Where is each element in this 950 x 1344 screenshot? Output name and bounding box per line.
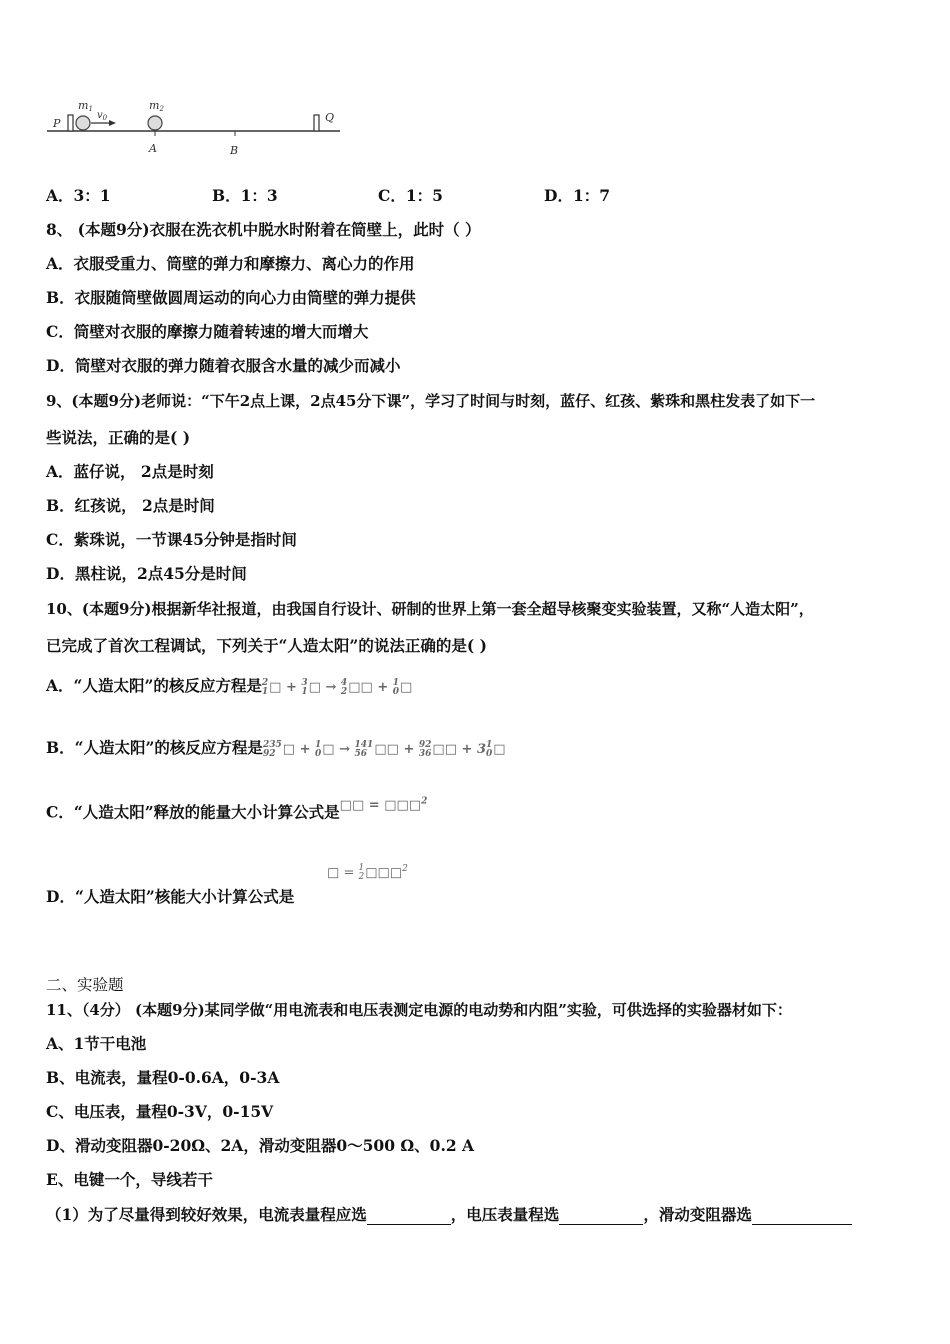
blank-rheostat[interactable] [752,1208,852,1225]
formula-a: 2 1 □ + 3 1 □ → 4 2 □□ + 1 0 □ [261,677,413,697]
label-v0: $v_0$ [97,110,108,122]
q7-option-a: A．3：1 [46,186,111,205]
q10-option-a [46,676,412,698]
blank-voltmeter-range[interactable] [559,1208,643,1225]
ball-m2 [148,116,162,130]
q8-stem: 8、 (本题9分)衣服在洗衣机中脱水时附着在筒壁上，此时（ ） [46,220,481,239]
q11-item-a: A、1节干电池 [46,1034,147,1053]
q8-option-d: D．筒壁对衣服的弹力随着衣服含水量的减少而减小 [46,356,401,375]
q11-part1 [46,1205,852,1225]
q11-part1-text-b: ，电压表量程选 [450,1205,560,1224]
q8-option-c: C．筒壁对衣服的摩擦力随着转速的增大而增大 [46,322,369,341]
q10-stem-line2: 已完成了首次工程调试，下列关于“人造太阳”的说法正确的是( ) [46,636,487,655]
q10-stem-line1: 10、(本题9分)根据新华社报道，由我国自行设计、研制的世界上第一套全超导核聚变实验装置，又称“人造太阳”， [46,600,814,618]
q10-option-d [46,887,294,907]
q10-option-c-text: C．“人造太阳”释放的能量大小计算公式是 [46,802,340,822]
q9-option-c: C．紫珠说，一节课45分钟是指时间 [46,530,297,549]
q9-option-b: B．红孩说， 2点是时间 [46,496,215,515]
q11-item-e: E、电键一个，导线若干 [46,1170,213,1189]
ball-m1 [76,116,90,130]
q10-option-d-text: D．“人造太阳”核能大小计算公式是 [46,887,295,906]
q10-option-b-text: B．“人造太阳”的核反应方程是 [46,738,263,757]
q9-option-a: A．蓝仔说， 2点是时刻 [46,462,214,481]
q10-option-a-text: A．“人造太阳”的核反应方程是 [46,676,262,695]
q11-part1-text-a: （1）为了尽量得到较好效果，电流表量程应选 [46,1205,367,1224]
collision-diagram [42,98,352,160]
label-a: A [149,142,157,155]
velocity-arrowhead [109,120,116,126]
label-p: P [53,117,61,130]
label-q: Q [325,111,335,124]
label-m2: m2 [149,99,164,113]
q7-options [46,186,710,206]
q7-option-c: C．1：5 [378,186,443,205]
q10-option-c [46,797,428,824]
q11-item-d: D、滑动变阻器0-20Ω、2A，滑动变阻器0～500 Ω、0.2 A [46,1136,475,1155]
q9-stem-line1: 9、(本题9分)老师说：“下午2点上课，2点45分下课”，学习了时间与时刻，蓝仔、红孩、紫珠和黑柱发表了如下一 [46,392,816,410]
label-b: B [230,144,239,157]
q8-option-b: B．衣服随筒壁做圆周运动的向心力由筒壁的弹力提供 [46,288,416,307]
q11-stem: 11、（4分） (本题9分)某同学做“用电流表和电压表测定电源的电动势和内阻”实验，可供选择的实验器材如下： [46,1001,792,1019]
q9-stem-line2: 些说法，正确的是( ) [46,428,191,447]
section-title: 二、实验题 [46,976,124,994]
formula-b: 235 92 □ + 1 0 □ → 141 56 □□ + 92 36 □□ + 3 1 0 □ [262,739,506,759]
q10-option-b [46,738,506,760]
q11-part1-text-c: ，滑动变阻器选 [643,1205,752,1224]
q7-option-b: B．1：3 [212,186,278,205]
formula-d: □ = 1 2 □□□$^2$ [327,863,408,882]
wall-p [68,115,73,131]
wall-q [314,115,319,131]
q9-option-d: D．黑柱说，2点45分是时间 [46,564,247,583]
label-m1: m1 [78,99,93,113]
blank-ammeter-range[interactable] [367,1208,451,1225]
q7-option-d: D．1：7 [544,186,611,205]
formula-c: □□ = □□□2 [339,797,428,814]
q11-item-c: C、电压表，量程0-3V，0-15V [46,1102,274,1121]
q11-item-b: B、电流表，量程0-0.6A，0-3A [46,1068,280,1087]
q8-option-a: A．衣服受重力、筒壁的弹力和摩擦力、离心力的作用 [46,254,415,273]
